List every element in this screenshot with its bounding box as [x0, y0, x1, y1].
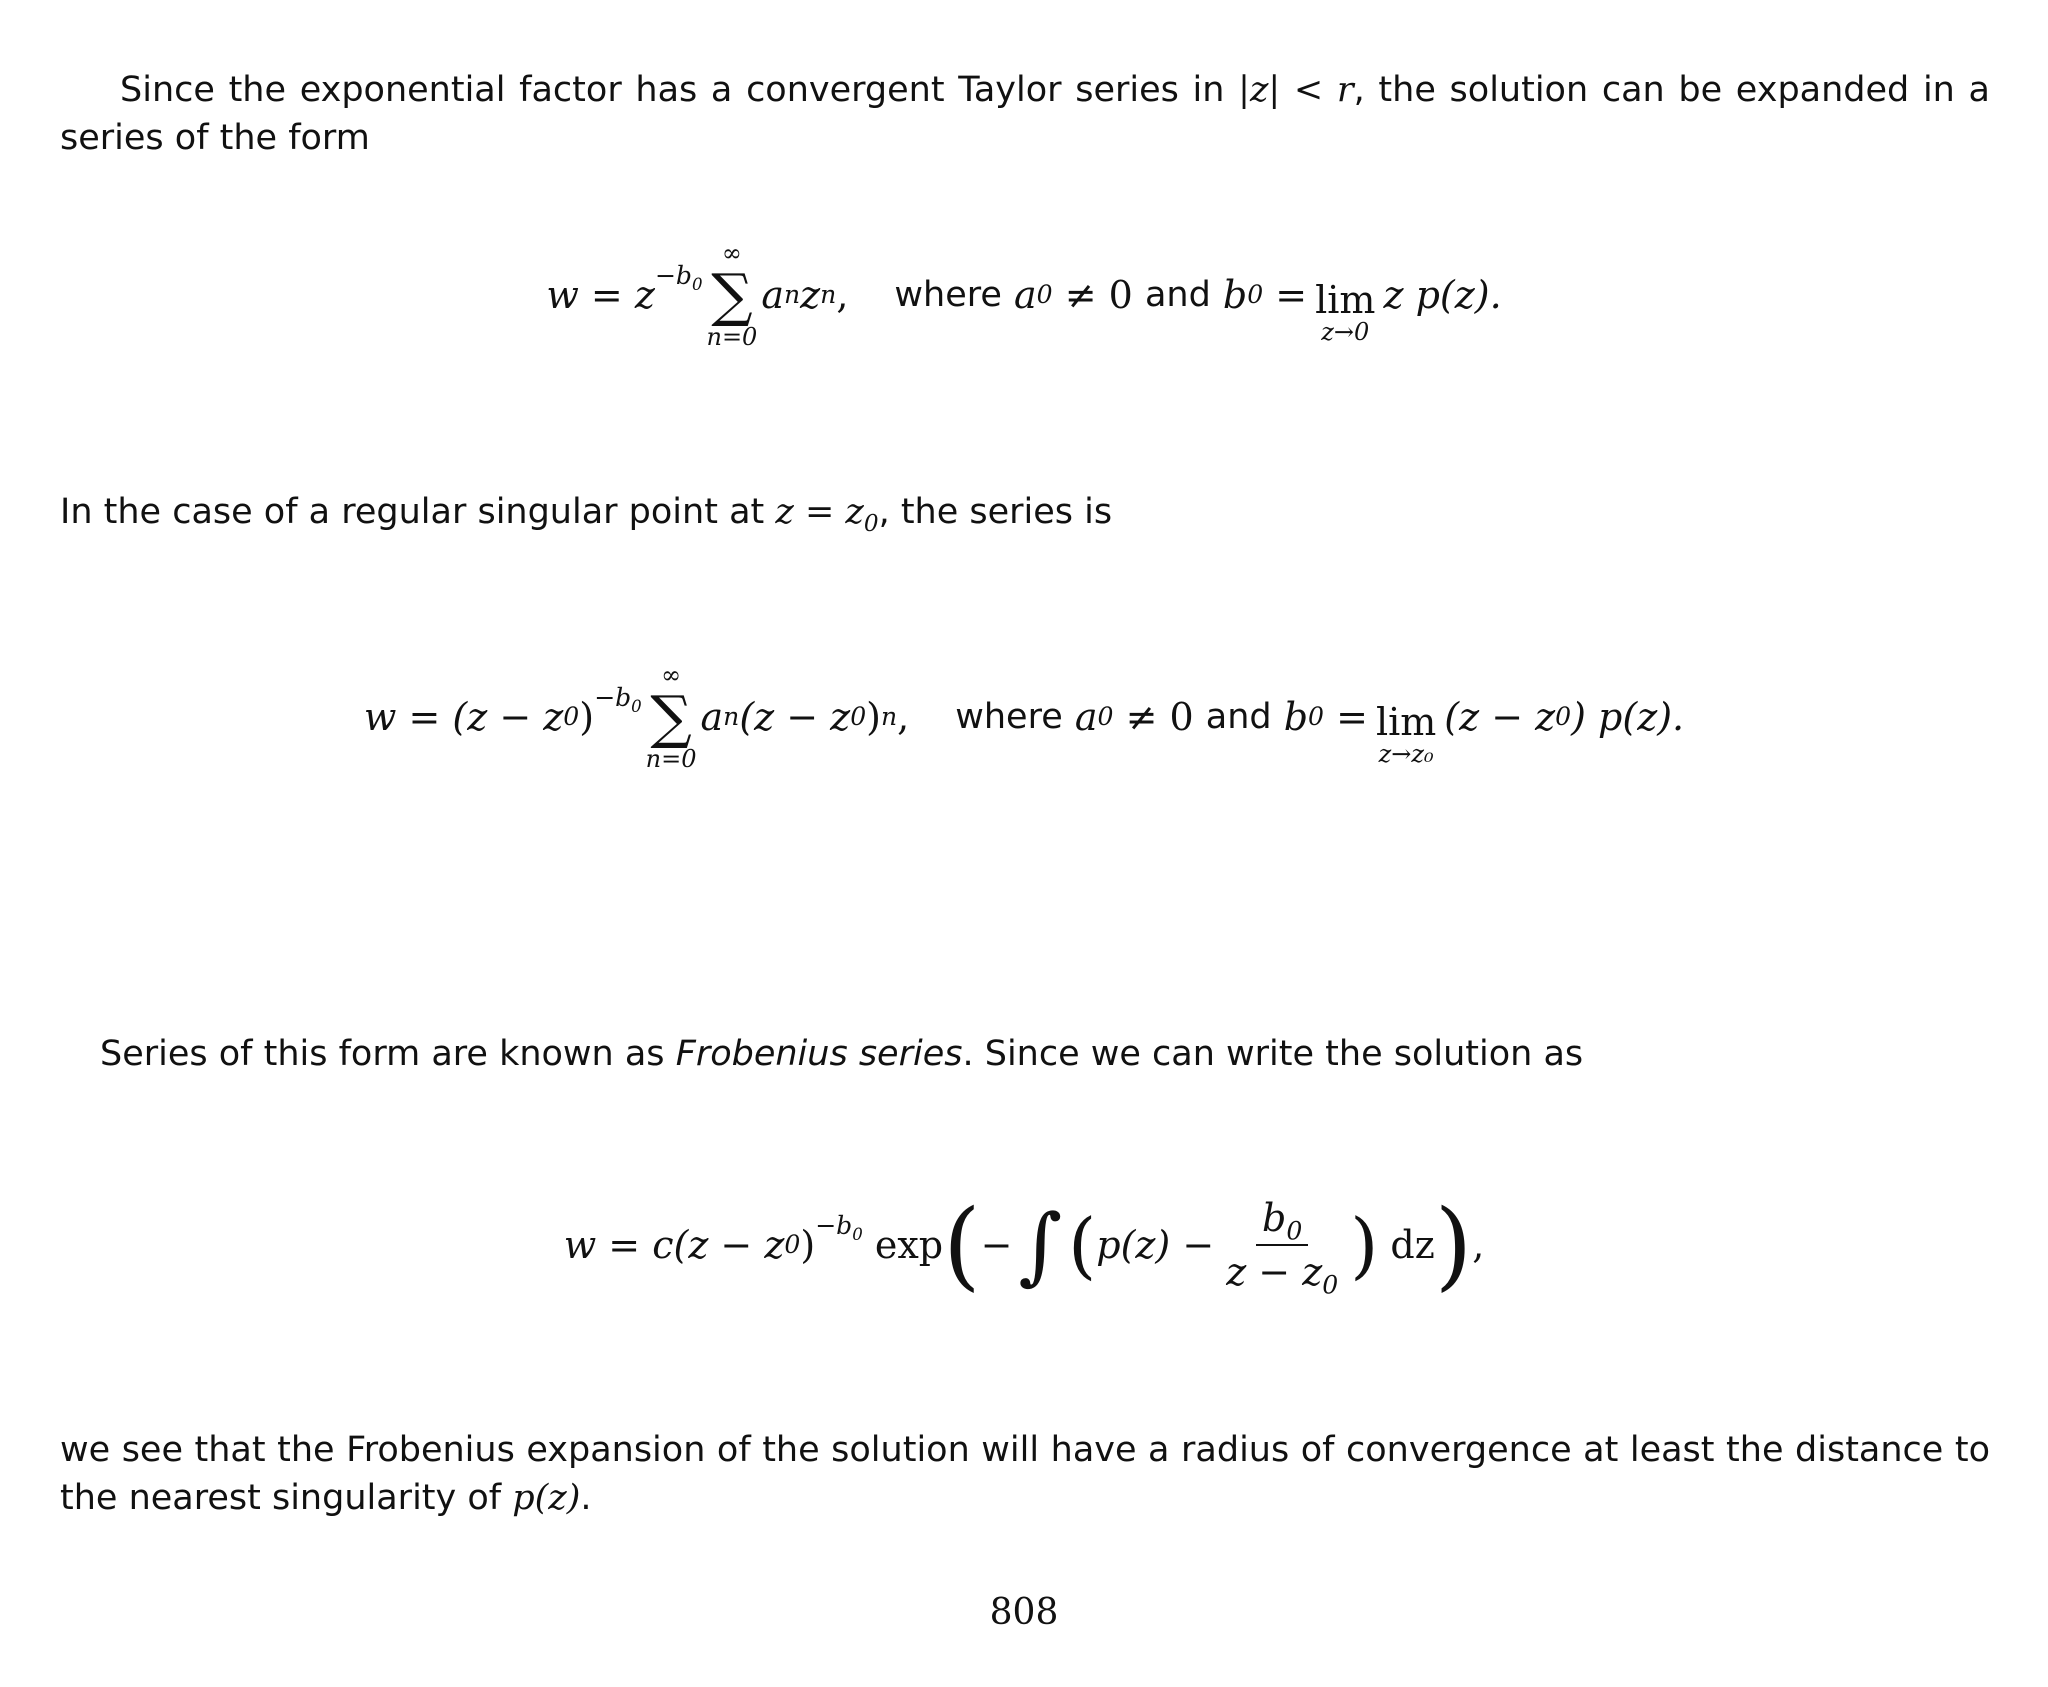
eq2-lim-under: z→z₀	[1378, 740, 1434, 768]
eq1-eq: =	[1275, 273, 1308, 317]
eq2-lim: lim	[1375, 700, 1437, 744]
eq2-lhs: w = (z − z	[363, 695, 564, 739]
equation-solution-exp: w = c(z − z 0 ) $^{-b_0}$ exp ( − ∫ ( p(z) − $\frac{b_0}{z - z_0}$ ) dz ) ,	[563, 1189, 1485, 1301]
eq3-exp-word: exp	[874, 1223, 944, 1267]
para4-text-after: .	[580, 1478, 592, 1518]
eq2-term-close: )	[866, 695, 881, 739]
eq2-eq: =	[1336, 695, 1368, 739]
para4-text: we see that the Frobenius expansion of the solution will have a radius of convergence at least the distance to the nearest singularity of	[60, 1430, 1990, 1518]
eq1-cond: a	[1014, 273, 1037, 317]
eq1-exp: −b	[654, 261, 692, 291]
para1-text-after: , the solution can be expanded in a series of the form	[60, 70, 1990, 158]
eq3-lparen2: (	[1068, 1203, 1097, 1287]
eq2-sum-upper: ∞	[661, 661, 682, 689]
eq3-minus: −	[980, 1223, 1013, 1267]
eq1-summation	[706, 240, 757, 350]
eq3-lhs-close: )	[800, 1223, 816, 1267]
eq1-exp-sub: 0	[691, 275, 703, 295]
page-number: 808	[989, 1592, 1059, 1633]
integral-symbol: ∫	[1018, 1196, 1063, 1294]
eq1-term-z: z	[800, 273, 821, 317]
para3-text-after: . Since we can write the solution as	[962, 1034, 1584, 1074]
eq1-sum-lower: n=0	[706, 323, 758, 351]
eq3-exp: −b	[815, 1211, 853, 1241]
equation-series-z0: w = (z − z 0 ) $^{-b_0}$ ∞ ∑ n=0 a n (z − z 0 ) n , where a 0 ≠ 0 and b 0 = lim z→z₀ (z − z 0 ) p(z).	[363, 661, 1685, 773]
eq2-rhs-close: ) p(z).	[1571, 695, 1685, 739]
eq1-limit	[1315, 278, 1376, 346]
eq2-lhs-close: )	[579, 695, 595, 739]
eq2-and: and	[1205, 697, 1272, 737]
paragraph-taylor	[60, 66, 1990, 162]
eq3-frac-den-text: z − z	[1226, 1250, 1323, 1294]
eq2-exp-sub: 0	[631, 697, 642, 717]
eq3-lparen: (	[943, 1189, 981, 1301]
eq2-b: b	[1283, 695, 1309, 739]
para3-text: Series of this form are known as	[100, 1034, 665, 1074]
para2-math-sub: 0	[863, 511, 879, 537]
eq2-cond-rest: ≠ 0	[1125, 695, 1194, 739]
eq1-and: and	[1144, 275, 1211, 315]
eq2-comma: ,	[897, 695, 910, 739]
eq1-lim: lim	[1315, 278, 1376, 322]
eq2-term: a	[700, 695, 724, 739]
eq2-where: where	[955, 697, 1063, 737]
paragraph-regular-singular	[60, 488, 1990, 536]
eq3-frac-num-sub: 0	[1286, 1216, 1303, 1246]
eq2-exp: −b	[594, 683, 632, 713]
para4-math: p(z)	[512, 1478, 581, 1518]
eq1-where: where	[894, 275, 1002, 315]
eq1-comma: ,	[836, 273, 849, 317]
eq1-sum-upper: ∞	[721, 239, 742, 267]
equation-series-origin: w = z $^{-b_0}$ ∞ ∑ n=0 a n z n , where a 0 ≠ 0 and b 0 = lim z→0 z p(z).	[546, 239, 1502, 351]
eq2-cond: a	[1074, 695, 1098, 739]
eq3-comma: ,	[1472, 1223, 1485, 1267]
eq2-sum-lower: n=0	[645, 745, 697, 773]
eq1-cond-rest: ≠ 0	[1064, 273, 1133, 317]
eq2-rhs: (z − z	[1444, 695, 1556, 739]
paragraph-convergence	[60, 1426, 1990, 1522]
eq3-fraction	[1220, 1196, 1344, 1300]
eq3-pz: p(z) −	[1096, 1223, 1215, 1267]
para2-text: In the case of a regular singular point at	[60, 492, 765, 532]
eq3-frac-den	[1220, 1246, 1344, 1300]
eq3-rparen2: )	[1350, 1203, 1379, 1287]
eq2-summation	[646, 662, 697, 772]
para2-text-after: , the series is	[878, 492, 1113, 532]
eq2-term-paren: (z − z	[739, 695, 851, 739]
eq1-sum-symbol: ∑	[711, 261, 753, 329]
eq3-rparen: )	[1434, 1189, 1473, 1301]
para1-text: Since the exponential factor has a convergent Taylor series in	[120, 70, 1225, 110]
eq1-rhs: z p(z).	[1383, 273, 1502, 317]
eq3-frac-den-sub: 0	[1322, 1270, 1339, 1300]
eq1-lhs: w = z	[546, 273, 655, 317]
eq1-lim-under: z→0	[1321, 318, 1370, 346]
paragraph-frobenius	[60, 1030, 1990, 1078]
para1-math: |z| < r	[1238, 70, 1354, 110]
eq1-b: b	[1222, 273, 1248, 317]
eq3-exp-sub: 0	[852, 1225, 863, 1245]
eq1-term: a	[761, 273, 784, 317]
eq3-frac-num-b: b	[1262, 1196, 1287, 1240]
eq3-lhs: w = c(z − z	[563, 1223, 785, 1267]
frobenius-series-term: Frobenius series	[675, 1034, 963, 1074]
eq2-limit	[1375, 700, 1437, 768]
eq2-sum-symbol: ∑	[650, 683, 692, 751]
para2-math: z = z	[775, 492, 864, 532]
eq3-frac-num	[1256, 1196, 1308, 1246]
eq3-dz: dz	[1390, 1223, 1435, 1267]
